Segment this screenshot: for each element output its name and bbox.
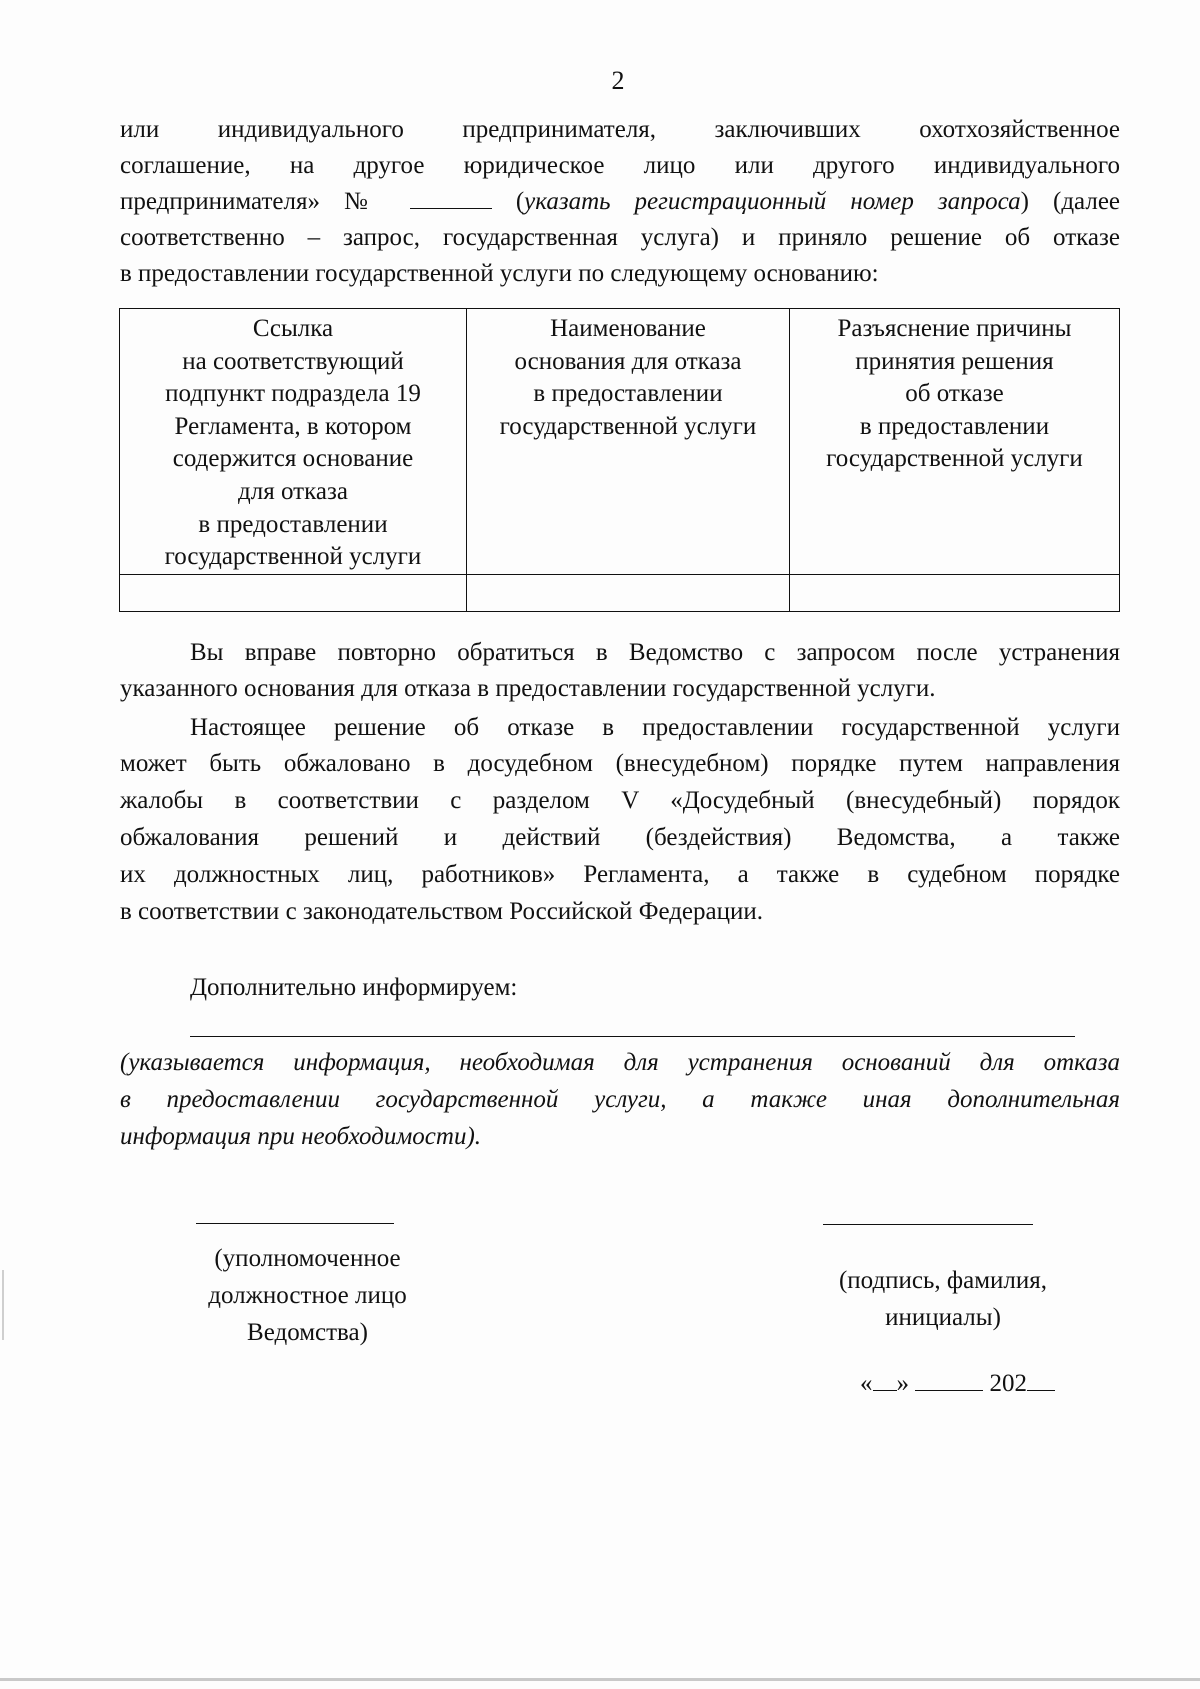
additional-info-fill-line[interactable]: [190, 1036, 1075, 1037]
italic-note-line-3: информация при необходимости).: [120, 1123, 482, 1150]
paragraph-2-line-2: может быть обжаловано в досудебном (внесудебном) порядке путем направления: [120, 750, 1120, 777]
italic-note-line-2: в предоставлении государственной услуги, а также иная дополнительная: [120, 1086, 1120, 1113]
additional-info-label: Дополнительно информируем:: [190, 974, 518, 1001]
paragraph-2-line-4: обжалования решений и действий (бездействия) Ведомства, а также: [120, 824, 1120, 851]
header-regulation-reference: Ссылка на соответствующий подпункт подраздела 19 Регламента, в котором содержится основание для отказа в предоставлении государственной услуги: [120, 309, 467, 575]
paragraph-2-line-1: Настоящее решение об отказе в предоставлении государственной услуги: [190, 714, 1120, 741]
request-number-hint: указать регистрационный номер запроса: [524, 188, 1021, 215]
paragraph-2-line-3: жалобы в соответствии с разделом V «Досудебный (внесудебный) порядок: [120, 787, 1120, 814]
scan-bottom-edge: [0, 1678, 1200, 1681]
date-month-blank[interactable]: [915, 1366, 983, 1391]
table-cell-basis[interactable]: [467, 574, 790, 611]
request-number-blank[interactable]: [410, 184, 492, 209]
paragraph-2-line-6: в соответствии с законодательством Российской Федерации.: [120, 898, 764, 925]
table-cell-explanation[interactable]: [790, 574, 1120, 611]
date-line: « » 202: [860, 1366, 1055, 1398]
authorized-official-caption: (уполномоченное должностное лицо Ведомства): [208, 1245, 407, 1346]
intro-line-2: соглашение, на другое юридическое лицо или другого индивидуального: [120, 152, 1121, 179]
date-day-blank[interactable]: [873, 1366, 897, 1391]
intro-line-4: соответственно – запрос, государственная услуга) и приняло решение об отказе: [120, 224, 1120, 251]
paragraph-1-line-1: Вы вправе повторно обратиться в Ведомство с запросом после устранения: [190, 639, 1120, 666]
paragraph-1-line-2: указанного основания для отказа в предоставлении государственной услуги.: [120, 675, 936, 702]
intro-line-1: или индивидуального предпринимателя, заключивших охотхозяйственное: [120, 116, 1121, 143]
table-header-row: [120, 309, 1120, 575]
official-signature-line[interactable]: [196, 1223, 394, 1224]
italic-note-line-1: (указывается информация, необходимая для устранения оснований для отказа: [120, 1049, 1120, 1076]
name-signature-line[interactable]: [823, 1224, 1033, 1225]
signature-name-caption: (подпись, фамилия, инициалы): [838, 1267, 1048, 1331]
header-explanation: Разъяснение причины принятия решения об отказе в предоставлении государственной услуги: [790, 309, 1120, 575]
paragraph-2-line-5: их должностных лиц, работников» Регламента, а также в судебном порядке: [120, 861, 1120, 888]
table-cell-reference[interactable]: [120, 574, 467, 611]
scan-artifact: [2, 1270, 4, 1340]
refusal-basis-table: [119, 308, 1120, 612]
page-number: 2: [611, 66, 625, 95]
header-basis-name: Наименование основания для отказа в предоставлении государственной услуги: [467, 309, 790, 575]
table-row: [120, 574, 1120, 611]
date-year-blank[interactable]: [1027, 1366, 1055, 1391]
intro-line-3: предпринимателя» № (указать регистрационный номер запроса) (далее: [120, 184, 1120, 220]
intro-line-5: в предоставлении государственной услуги по следующему основанию:: [120, 260, 879, 287]
